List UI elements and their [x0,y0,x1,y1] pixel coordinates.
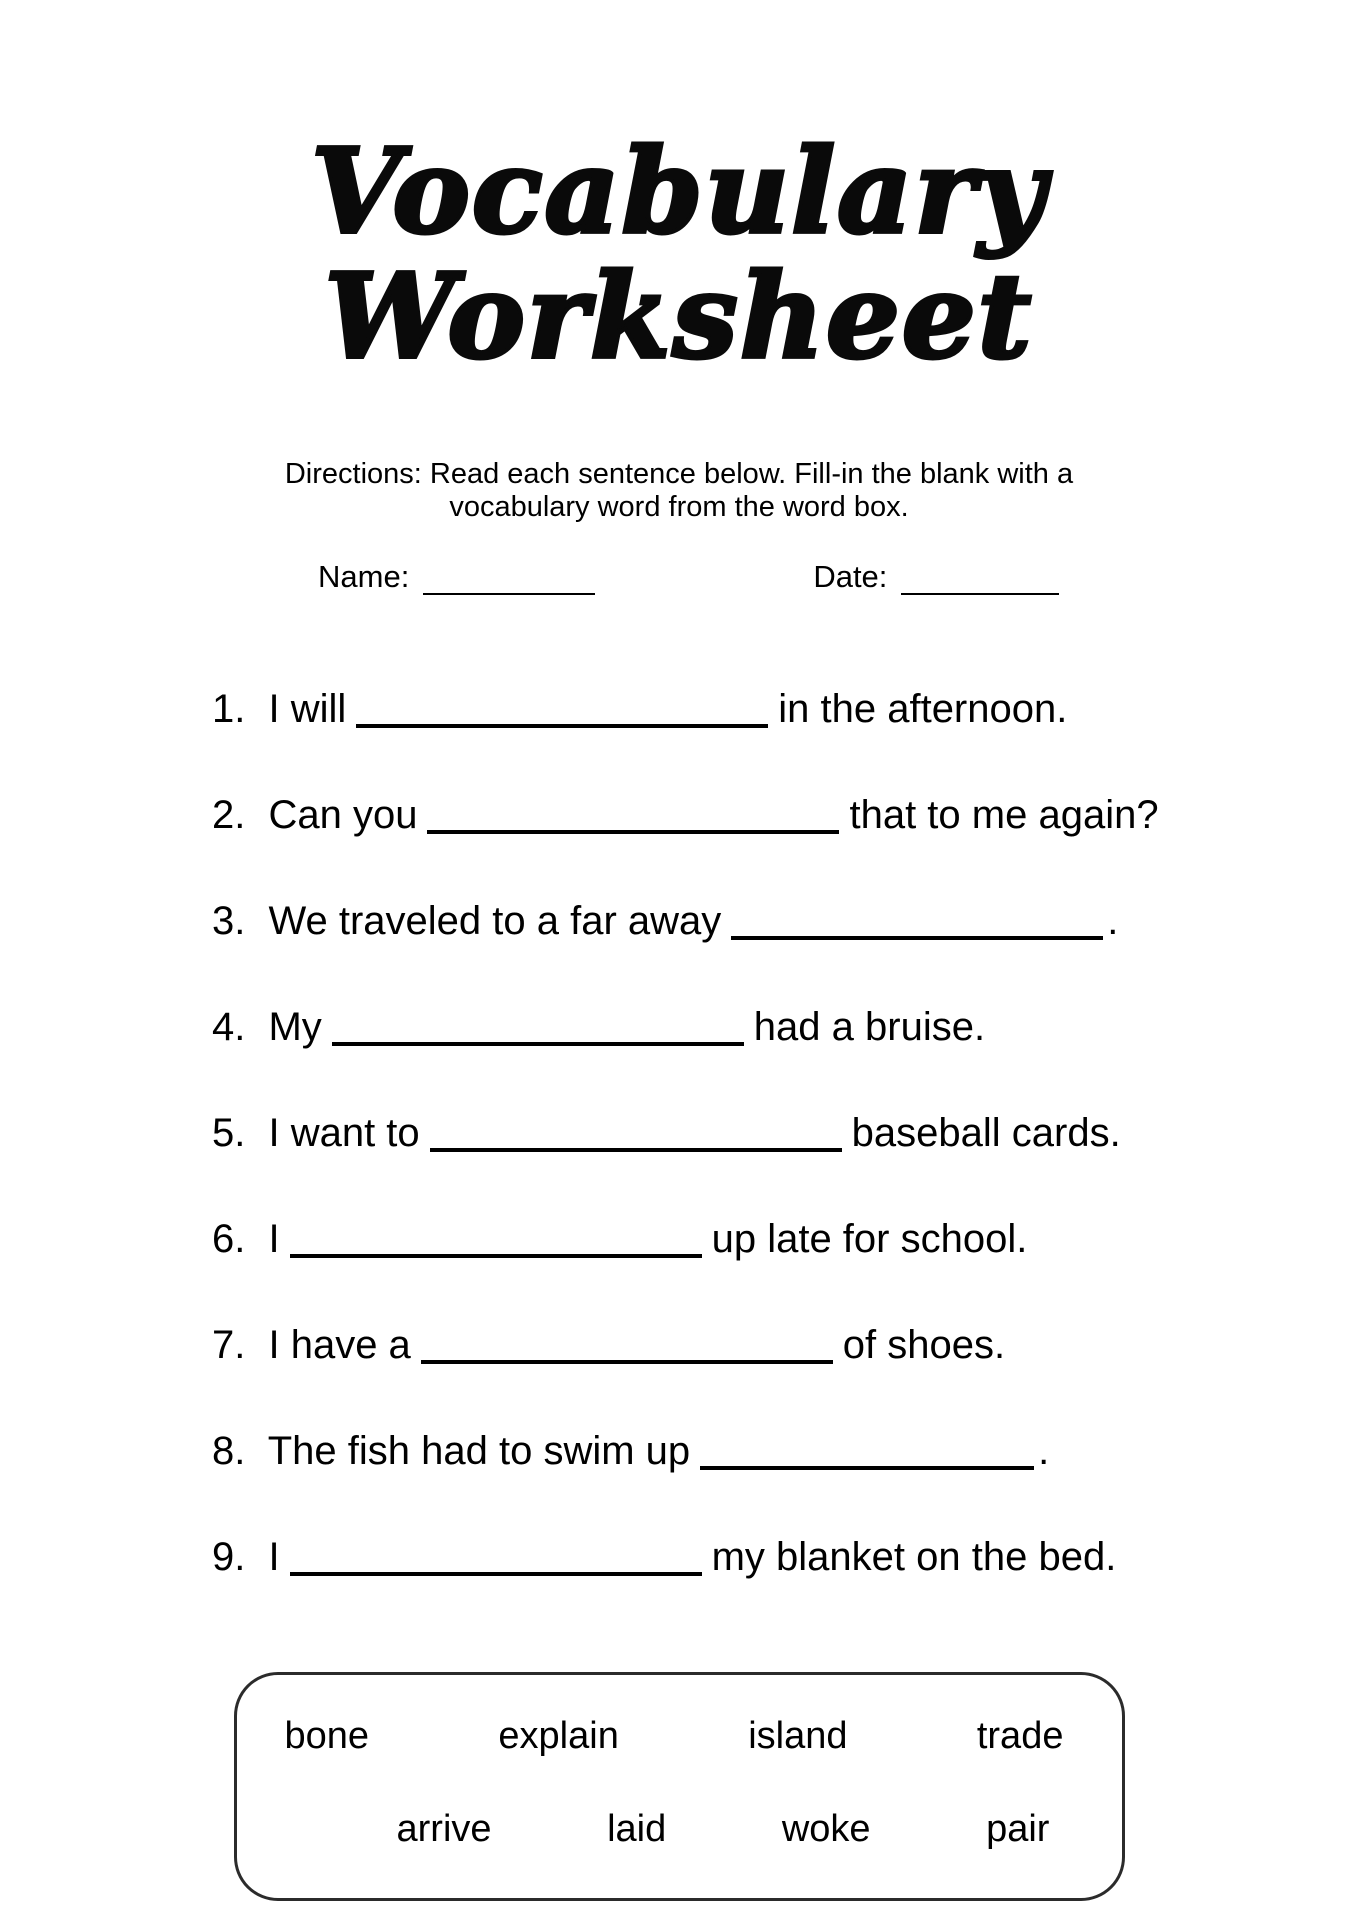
name-label: Name: [318,558,410,594]
sentence-row [212,1323,1358,1372]
sentence-text-before-blank: I will [257,686,347,731]
word-box-row-2 [237,1808,1122,1852]
sentence-list [0,687,1358,1584]
fill-in-blank-line [290,1244,702,1258]
sentence-text-before-blank: I have a [257,1322,411,1367]
fill-in-blank-line [731,926,1103,940]
name-date-row [0,559,1358,595]
word-box-word: arrive [396,1808,492,1851]
word-box-word: woke [781,1808,871,1851]
word-box-word: explain [498,1714,619,1757]
sentence-number: 8. [212,1428,246,1473]
fill-in-blank-line [290,1562,702,1576]
sentence-number: 3. [212,898,246,943]
sentence-row [212,1111,1358,1160]
directions-line-2: vocabulary word from the word box. [449,491,909,524]
word-box-word: laid [607,1808,667,1851]
word-box-word: trade [976,1714,1064,1757]
sentence-number: 2. [212,792,246,837]
word-box [234,1672,1125,1901]
date-label: Date: [813,558,888,594]
sentence-text-before-blank: I [257,1216,280,1261]
sentence-text-after-blank: . [1038,1428,1050,1473]
sentence-text-before-blank: My [257,1004,322,1049]
sentence-text-after-blank: of shoes. [842,1322,1006,1367]
sentence-text-after-blank: had a bruise. [753,1004,986,1049]
sentence-row [212,793,1358,842]
word-box-row-1 [237,1715,1122,1759]
directions-line-1: Directions: Read each sentence below. Fill-in the blank with a [284,457,1074,490]
sentence-number: 5. [212,1110,246,1155]
sentence-text-before-blank: I want to [257,1110,420,1155]
word-box-word: island [748,1714,848,1757]
sentence-text-before-blank: The fish had to swim up [257,1428,691,1473]
page-title [0,78,1358,385]
sentence-row [212,1429,1358,1478]
sentence-text-after-blank: baseball cards. [851,1110,1121,1155]
title-line-1: Vocabulary [311,123,1047,260]
sentence-number: 4. [212,1004,246,1049]
fill-in-blank-line [700,1456,1034,1470]
sentence-number: 6. [212,1216,246,1261]
sentence-number: 7. [212,1322,246,1367]
sentence-text-before-blank: Can you [257,792,418,837]
sentence-row [212,899,1358,948]
sentence-row [212,687,1358,736]
sentence-text-before-blank: We traveled to a far away [257,898,722,943]
date-blank-line [901,559,1059,595]
sentence-row [212,1005,1358,1054]
sentence-number: 1. [212,686,246,731]
sentence-number: 9. [212,1534,246,1579]
word-box-word: bone [284,1714,370,1757]
directions-text [0,458,1358,525]
name-blank-line [423,559,595,595]
sentence-text-after-blank: that to me again? [849,792,1159,837]
sentence-row [212,1217,1358,1266]
fill-in-blank-line [430,1138,842,1152]
sentence-text-after-blank: up late for school. [711,1216,1028,1261]
title-line-2: Worksheet [324,248,1034,385]
sentence-text-after-blank: my blanket on the bed. [711,1534,1117,1579]
sentence-row [212,1535,1358,1584]
fill-in-blank-line [421,1350,833,1364]
sentence-text-before-blank: I [257,1534,280,1579]
fill-in-blank-line [427,820,839,834]
sentence-text-after-blank: in the afternoon. [778,686,1068,731]
fill-in-blank-line [332,1032,744,1046]
date-field [813,559,1059,595]
word-box-word: pair [986,1808,1050,1851]
sentence-text-after-blank: . [1107,898,1119,943]
name-field [318,559,595,595]
fill-in-blank-line [356,714,768,728]
